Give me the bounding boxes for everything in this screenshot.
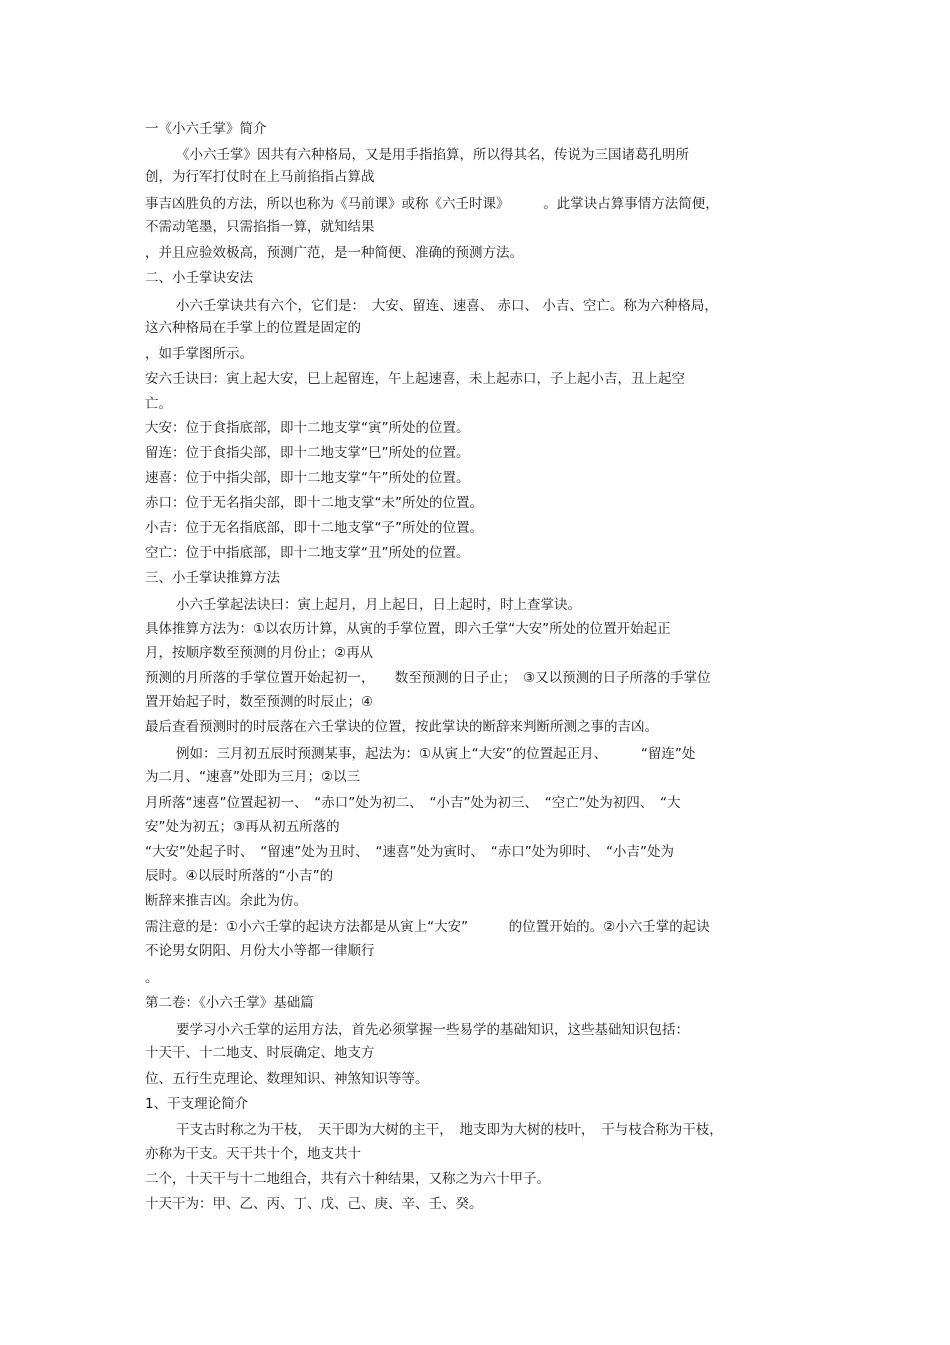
paragraph-line: 不论男女阴阳、月份大小等都一律顺行 [145, 943, 375, 959]
paragraph-line: 亦称为干支。天干共十个，地支共十 [145, 1146, 361, 1162]
paragraph-line: 十天干、十二地支、时辰确定、地支方 [145, 1045, 375, 1061]
paragraph-line: 干支古时称之为干枝， 天干即为大树的主干， 地支即为大树的枝叶， 干与枝合称为干枝， [176, 1122, 723, 1138]
section-heading-calculation: 三、小壬掌诀推算方法 [145, 570, 280, 586]
paragraph-line: 预测的月所落的手掌位置开始起初一， 数至预测的日子止； ③又以预测的日子所落的手掌位 [145, 670, 711, 686]
definition-liu-lian: 留连：位于食指尖部，即十二地支掌“巳”所处的位置。 [145, 445, 470, 461]
definition-kong-wang: 空亡：位于中指底部，即十二地支掌“丑”所处的位置。 [145, 545, 470, 561]
paragraph-line: 需注意的是：①小六壬掌的起诀方法都是从寅上“大安” 的位置开始的。②小六壬掌的起诀 [145, 919, 710, 935]
paragraph-line: 最后查看预测时的时辰落在六壬掌诀的位置，按此掌诀的断辞来判断所测之事的吉凶。 [145, 719, 658, 735]
paragraph-line: 具体推算方法为：①以农历计算，从寅的手掌位置，即六壬掌“大安”所处的位置开始起正 [145, 621, 671, 637]
paragraph-line: 不需动笔墨，只需掐指一算，就知结果 [145, 219, 375, 235]
paragraph-line: 小六壬掌起法诀曰：寅上起月，月上起日，日上起时，时上查掌诀。 [176, 597, 581, 613]
paragraph-line: 。 [145, 970, 159, 986]
paragraph-line: 安六壬诀曰：寅上起大安，巳上起留连，午上起速喜，未上起赤口，子上起小吉，丑上起空 [145, 371, 685, 387]
paragraph-line: 十天干为：甲、乙、丙、丁、戊、己、庚、辛、壬、癸。 [145, 1196, 483, 1212]
definition-xiao-ji: 小吉：位于无名指底部，即十二地支掌“子”所处的位置。 [145, 520, 483, 536]
paragraph-line: 这六种格局在手掌上的位置是固定的 [145, 320, 361, 336]
paragraph-line: 事吉凶胜负的方法，所以也称为《马前课》或称《六壬时课》 。此掌诀占算事情方法简便， [145, 196, 719, 212]
paragraph-line: 例如：三月初五辰时预测某事，起法为：①从寅上“大安”的位置起正月、 “留连”处 [176, 746, 696, 762]
definition-su-xi: 速喜：位于中指尖部，即十二地支掌“午”所处的位置。 [145, 470, 470, 486]
paragraph-line: “大安”处起子时、 “留速”处为丑时、 “速喜”处为寅时、 “赤口”处为卯时、 “小吉”处为 [145, 844, 674, 860]
section-heading-volume-two: 第二卷：《小六壬掌》基础篇 [145, 995, 314, 1011]
paragraph-line: ，并且应验效极高，预测广范，是一种简便、准确的预测方法。 [145, 245, 523, 261]
section-heading-ganzhi: 1、干支理论简介 [145, 1096, 249, 1112]
definition-chi-kou: 赤口：位于无名指尖部，即十二地支掌“未”所处的位置。 [145, 495, 483, 511]
paragraph-line: 月所落“速喜”位置起初一、 “赤口”处为初二、 “小吉”处为初三、 “空亡”处为初四、 “大 [145, 795, 681, 811]
section-heading-arrangement: 二、小壬掌诀安法 [145, 270, 253, 286]
paragraph-line: 辰时。④以辰时所落的“小吉”的 [145, 868, 334, 884]
paragraph-line: 为二月、“速喜”处即为三月；②以三 [145, 769, 361, 785]
paragraph-line: 置开始起子时，数至预测的时辰止；④ [145, 694, 374, 710]
paragraph-line: 《小六壬掌》因共有六种格局，又是用手指掐算，所以得其名，传说为三国诸葛孔明所 [176, 147, 689, 163]
paragraph-line: 二个，十天干与十二地组合，共有六十种结果，又称之为六十甲子。 [145, 1171, 550, 1187]
paragraph-line: 断辞来推吉凶。余此为仿。 [145, 893, 307, 909]
paragraph-line: 安”处为初五；③再从初五所落的 [145, 819, 340, 835]
section-heading-intro: 一《小六壬掌》简介 [145, 121, 267, 137]
paragraph-line: ，如手掌图所示。 [145, 346, 253, 362]
paragraph-line: 要学习小六壬掌的运用方法，首先必须掌握一些易学的基础知识，这些基础知识包括： [176, 1022, 689, 1038]
paragraph-line: 亡。 [145, 396, 172, 412]
definition-da-an: 大安：位于食指底部，即十二地支掌“寅”所处的位置。 [145, 420, 470, 436]
paragraph-line: 月，按顺序数至预测的月份止；②再从 [145, 645, 374, 661]
paragraph-line: 创，为行军打仗时在上马前掐指占算战 [145, 169, 375, 185]
paragraph-line: 小六壬掌诀共有六个，它们是： 大安、留连、速喜、 赤口、 小吉、空亡。称为六种格局， [176, 298, 718, 314]
paragraph-line: 位、五行生克理论、数理知识、神煞知识等等。 [145, 1071, 429, 1087]
